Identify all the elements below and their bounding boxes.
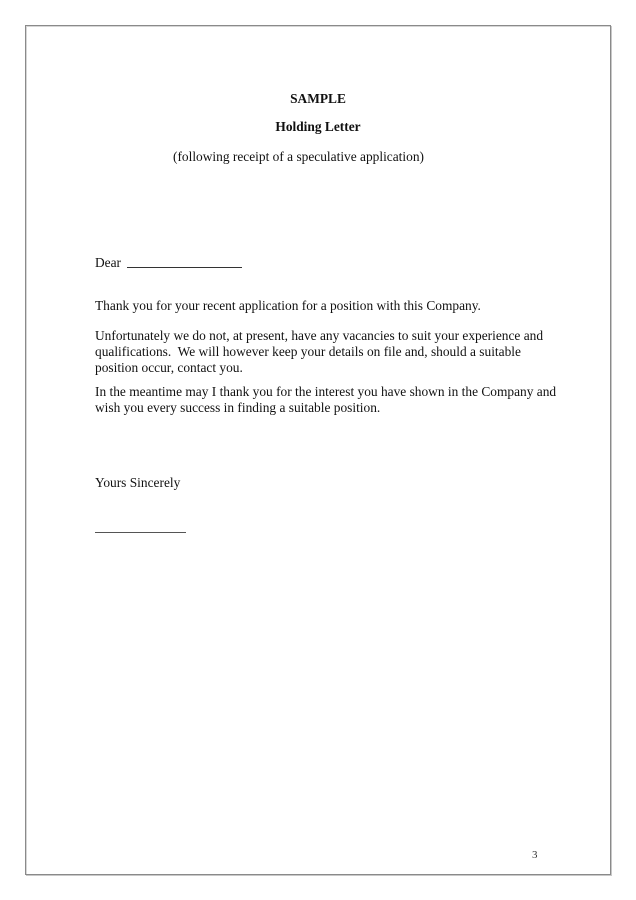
document-title: Holding Letter: [275, 119, 361, 134]
paragraph-line: In the meantime may I thank you for the interest you have shown in the Company and: [95, 384, 557, 399]
signature-blank-line: [95, 532, 186, 533]
paragraph-1: [95, 298, 481, 314]
closing: Yours Sincerely: [95, 475, 181, 490]
paragraph-3: [95, 384, 556, 416]
paragraph-line: position occur, contact you.: [95, 360, 243, 375]
page-number: 3: [532, 849, 538, 861]
document-label: SAMPLE: [290, 91, 346, 106]
salutation: Dear: [95, 255, 122, 270]
salutation-blank-line: [127, 267, 242, 268]
paragraph-line: qualifications. We will however keep your details on file and, should a suitable: [95, 344, 521, 359]
paragraph-line: Unfortunately we do not, at present, have any vacancies to suit your experience and: [95, 328, 544, 343]
paragraph-2: [95, 328, 543, 376]
paragraph-line: Thank you for your recent application for a position with this Company.: [95, 298, 481, 313]
paragraph-line: wish you every success in finding a suitable position.: [95, 400, 381, 415]
document-subtitle: (following receipt of a speculative application): [173, 149, 424, 164]
